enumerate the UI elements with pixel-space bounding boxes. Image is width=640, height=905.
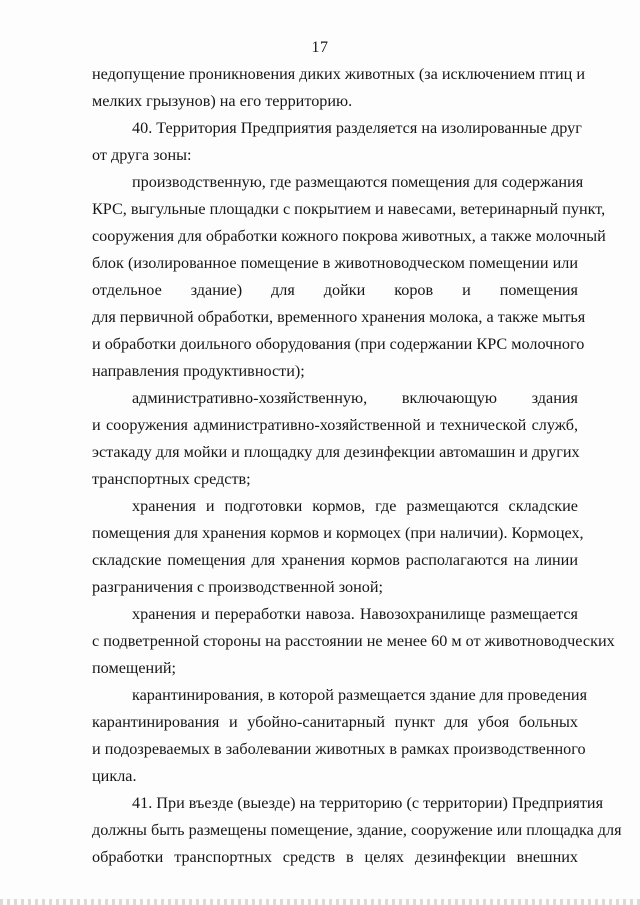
text-line: транспортных средств;: [92, 470, 251, 488]
text-line: 41. При въезде (выезде) на территорию (с территории) Предприятия: [132, 794, 604, 812]
text-line: и подозреваемых в заболевании животных в рамках производственного: [92, 740, 586, 758]
text-line: и обработки доильного оборудования (при содержании КРС молочного: [92, 335, 585, 353]
text-line: от друга зоны:: [92, 146, 192, 164]
text-line: разграничения с производственной зоной;: [92, 578, 384, 596]
text-line: цикла.: [92, 767, 137, 785]
text-line: направления продуктивности);: [92, 362, 305, 380]
text-line: 40. Территория Предприятия разделяется на изолированные друг: [132, 119, 582, 137]
text-line: административно-хозяйственную, включающую здания: [132, 389, 578, 407]
text-line: сооружения для обработки кожного покрова животных, а также молочный: [92, 227, 606, 245]
text-line: КРС, выгульные площадки с покрытием и навесами, ветеринарный пункт,: [92, 200, 606, 218]
text-line: должны быть размещены помещение, здание, сооружение или площадка для: [92, 821, 622, 839]
text-line: отдельное здание) для дойки коров и помещения: [92, 281, 578, 299]
text-line: и сооружения административно-хозяйственной и технической служб,: [92, 416, 578, 434]
text-line: складские помещения для хранения кормов располагаются на линии: [92, 551, 578, 569]
text-line: эстакаду для мойки и площадку для дезинфекции автомашин и других: [92, 443, 580, 461]
text-line: блок (изолированное помещение в животноводческом помещении или: [92, 254, 578, 272]
text-line: производственную, где размещаются помещения для содержания: [132, 173, 584, 191]
text-line: обработки транспортных средств в целях дезинфекции внешних: [92, 848, 578, 866]
text-line: хранения и подготовки кормов, где размещаются складские: [132, 497, 578, 515]
text-line: недопущение проникновения диких животных (за исключением птиц и: [92, 65, 586, 83]
text-line: карантинирования, в которой размещается здание для проведения: [132, 686, 588, 704]
text-line: помещения для хранения кормов и кормоцех (при наличии). Кормоцех,: [92, 524, 584, 542]
text-line: помещений;: [92, 659, 177, 677]
scan-edge-artifact: [0, 899, 640, 905]
text-line: с подветренной стороны на расстоянии не менее 60 м от животноводческих: [92, 632, 615, 650]
page-number: 17: [311, 39, 329, 56]
text-line: мелких грызунов) на его территорию.: [92, 92, 353, 110]
text-line: хранения и переработки навоза. Навозохранилище размещается: [132, 605, 578, 623]
text-line: карантинирования и убойно-санитарный пункт для убоя больных: [92, 713, 578, 731]
text-line: для первичной обработки, временного хранения молока, а также мытья: [92, 308, 586, 326]
